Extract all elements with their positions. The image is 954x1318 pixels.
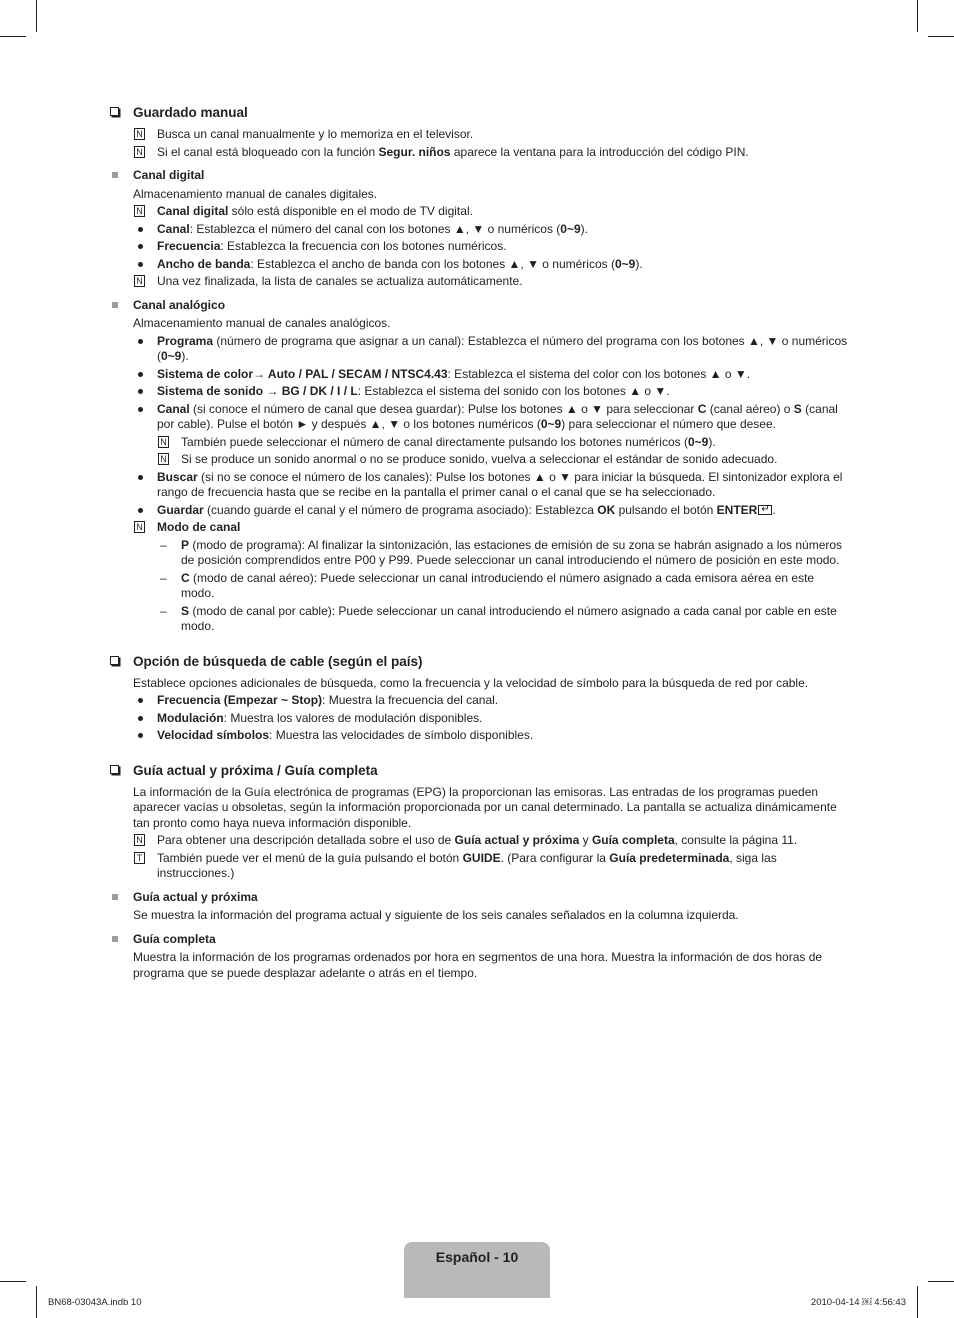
sub-heading: Canal analógico (110, 298, 850, 314)
crop-mark (36, 1286, 37, 1318)
sub-heading: Guía actual y próxima (110, 890, 850, 906)
note: N También puede seleccionar el número de canal directamente pulsando los botones numéricos (0~9). (110, 435, 850, 451)
list-item: Sistema de color→ Auto / PAL / SECAM / NTSC4.43: Establezca el sistema del color con los botones ▲ o ▼. (110, 367, 850, 383)
list-item: Frecuencia: Establezca la frecuencia con los botones numéricos. (110, 239, 850, 255)
crop-mark (928, 1281, 954, 1282)
bullet-icon (138, 475, 143, 480)
note-icon: N (134, 275, 145, 287)
checkbox-icon (110, 656, 119, 665)
bullet-icon (138, 244, 143, 249)
list-item: Programa (número de programa que asignar a un canal): Establezca el número del programa con los botones ▲, ▼ o numéricos (0~9). (110, 334, 850, 365)
list-item: Sistema de sonido → BG / DK / I / L: Establezca el sistema del sonido con los botones ▲ o ▼. (110, 384, 850, 400)
list-item: Canal (si conoce el número de canal que desea guardar): Pulse los botones ▲ o ▼ para seleccionar C (canal aéreo) o S (canal por cable). Pulse el botón ► y después ▲, ▼ o los botones numéricos (0~9) para seleccionar el número que desee. (110, 402, 850, 433)
checkbox-icon (110, 765, 119, 774)
note: N Para obtener una descripción detallada sobre el uso de Guía actual y próxima y Guía completa, consulte la página 11. (110, 833, 850, 849)
note: N Una vez finalizada, la lista de canales se actualiza automáticamente. (110, 274, 850, 290)
section-heading: Guardado manual (110, 104, 850, 121)
note-icon: N (134, 128, 145, 140)
square-bullet-icon (112, 936, 118, 942)
crop-mark (0, 36, 26, 37)
tip: T También puede ver el menú de la guía pulsando el botón GUIDE. (Para configurar la Guía predeterminada, siga las instrucciones.) (110, 851, 850, 882)
list-item: – S (modo de canal por cable): Puede seleccionar un canal introduciendo el número asignado a cada canal por cable en este modo. (160, 603, 837, 633)
note-icon: N (158, 436, 169, 448)
sub-heading: Guía completa (110, 932, 850, 948)
description: Muestra la información de los programas ordenados por hora en segmentos de una hora. Muestra la información de dos horas de programa que se puede desplazar adelante o atrás en el tiempo. (133, 950, 823, 980)
bullet-icon (138, 407, 143, 412)
crop-mark (917, 1286, 918, 1318)
description: Establece opciones adicionales de búsqueda, como la frecuencia y la velocidad de símbolo para la búsqueda de red por cable. (133, 675, 809, 690)
description: La información de la Guía electrónica de programas (EPG) la proporcionan las emisoras. Las entradas de los programas pueden aparecer vacías u obsoletas, según la información proporcionada por un canal determinado. La pantalla se actualiza dinámicamente tan pronto como haya nueva información disponible. (133, 784, 837, 830)
dash-icon: – (160, 570, 167, 585)
list-item: Frecuencia (Empezar ~ Stop): Muestra la frecuencia del canal. (110, 693, 850, 709)
list-item: Guardar (cuando guarde el canal y el número de programa asociado): Establezca OK pulsando el botón ENTER↵ . (110, 503, 850, 519)
crop-mark (0, 1281, 26, 1282)
footer-file-name: BN68-03043A.indb 10 (48, 1297, 142, 1308)
note: N Si el canal está bloqueado con la función Segur. niños aparece la ventana para la introducción del código PIN. (110, 145, 850, 161)
description: Almacenamiento manual de canales digitales. (133, 186, 378, 201)
square-bullet-icon (112, 302, 118, 308)
section-heading: Opción de búsqueda de cable (según el país) (110, 653, 850, 670)
bullet-icon (138, 716, 143, 721)
note: N Busca un canal manualmente y lo memoriza en el televisor. (110, 127, 850, 143)
crop-mark (36, 0, 37, 32)
bullet-icon (138, 698, 143, 703)
description: Almacenamiento manual de canales analógicos. (133, 316, 391, 330)
square-bullet-icon (112, 894, 118, 900)
dash-icon: – (160, 537, 167, 552)
crop-mark (917, 0, 918, 32)
list-item: – P (modo de programa): Al finalizar la sintonización, las estaciones de emisión de su zona se habrán asignado a los números de posición comprendidos entre P00 y P99. Puede seleccionar un canal introduciendo el número de posición en este modo. (160, 537, 843, 567)
list-item: Velocidad símbolos: Muestra las velocidades de símbolo disponibles. (110, 728, 850, 744)
page-content (110, 104, 850, 983)
note-icon: N (134, 834, 145, 846)
square-bullet-icon (112, 172, 118, 178)
note-icon: N (134, 205, 145, 217)
note-icon: N (158, 453, 169, 465)
bullet-icon (138, 389, 143, 394)
tip-icon: T (134, 852, 145, 864)
page-number: Español - 10 (435, 1249, 519, 1265)
note-icon: N (134, 146, 145, 158)
crop-mark (928, 36, 954, 37)
list-item: Buscar (si no se conoce el número de los canales): Pulse los botones ▲ o ▼ para iniciar la búsqueda. El sintonizador explora el rango de frecuencia hasta que se recibe en la pantalla el primer canal o el canal que se ha seleccionado. (110, 470, 850, 501)
footer-timestamp: 2010-04-14 ￼ 4:56:43 (810, 1297, 906, 1308)
list-item: – C (modo de canal aéreo): Puede seleccionar un canal introduciendo el número asignado a cada emisora aérea en este modo. (160, 570, 815, 600)
checkbox-icon (110, 107, 119, 116)
bullet-icon (138, 733, 143, 738)
list-item: Canal: Establezca el número del canal con los botones ▲, ▼ o numéricos (0~9). (110, 222, 850, 238)
sub-heading: Canal digital (110, 168, 850, 184)
bullet-icon (138, 339, 143, 344)
enter-icon (758, 505, 772, 515)
bullet-icon (138, 508, 143, 513)
dash-icon: – (160, 603, 167, 618)
list-item: Ancho de banda: Establezca el ancho de banda con los botones ▲, ▼ o numéricos (0~9). (110, 257, 850, 273)
bullet-icon (138, 262, 143, 267)
note-icon: N (134, 521, 145, 533)
note: N Si se produce un sonido anormal o no se produce sonido, vuelva a seleccionar el estándar de sonido adecuado. (110, 452, 850, 468)
bullet-icon (138, 227, 143, 232)
list-item: Modulación: Muestra los valores de modulación disponibles. (110, 711, 850, 727)
note: N Canal digital sólo está disponible en el modo de TV digital. (110, 204, 850, 220)
section-heading: Guía actual y próxima / Guía completa (110, 762, 850, 779)
note: N Modo de canal (110, 520, 850, 536)
bullet-icon (138, 372, 143, 377)
description: Se muestra la información del programa actual y siguiente de los seis canales señalados en la columna izquierda. (133, 908, 739, 922)
